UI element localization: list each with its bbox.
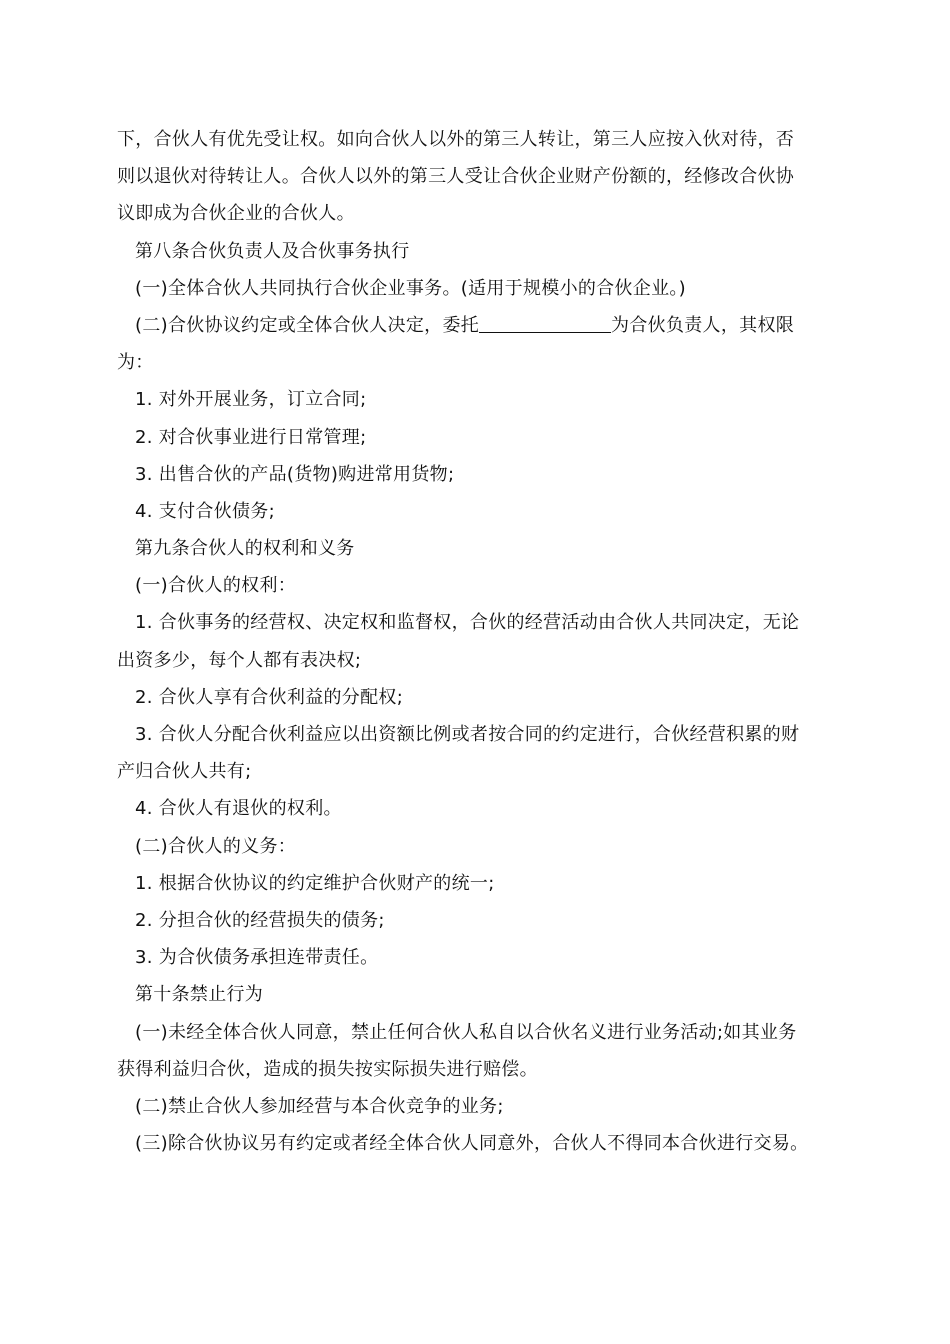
paragraph-line: 出资多少，每个人都有表决权; <box>117 649 362 671</box>
document-body <box>117 121 845 1162</box>
list-item: 2. 分担合伙的经营损失的债务; <box>135 909 385 931</box>
list-item: 2. 对合伙事业进行日常管理; <box>135 426 367 448</box>
list-item: 3. 出售合伙的产品(货物)购进常用货物; <box>135 463 455 485</box>
list-item: 4. 合伙人有退伙的权利。 <box>135 798 342 820</box>
paragraph-line: 下，合伙人有优先受让权。如向合伙人以外的第三人转让，第三人应按入伙对待，否 <box>117 129 795 150</box>
list-item: 4. 支付合伙债务; <box>135 500 275 522</box>
paragraph-line-with-blank <box>117 307 845 344</box>
paragraph-line: 议即成为合伙企业的合伙人。 <box>117 203 355 225</box>
list-item: 1. 根据合伙协议的约定维护合伙财产的统一; <box>135 872 495 894</box>
paragraph-line: (三)除合伙协议另有约定或者经全体合伙人同意外，合伙人不得同本合伙进行交易。 <box>135 1133 809 1155</box>
article-9-heading: 第九条合伙人的权利和义务 <box>135 538 355 560</box>
line-text-after-blank: 为合伙负责人，其权限 <box>611 314 795 336</box>
section-heading: (一)合伙人的权利： <box>135 575 297 597</box>
fill-in-blank <box>479 314 611 333</box>
paragraph-line: 产归合伙人共有; <box>117 761 252 783</box>
list-item: 3. 合伙人分配合伙利益应以出资额比例或者按合同的约定进行，合伙经营积累的财 <box>135 724 800 745</box>
paragraph-line: (二)禁止合伙人参加经营与本合伙竞争的业务; <box>135 1095 504 1117</box>
paragraph-line: 为： <box>117 352 154 374</box>
list-item: 1. 合伙事务的经营权、决定权和监督权，合伙的经营活动由合伙人共同决定，无论 <box>135 612 800 634</box>
section-heading: (二)合伙人的义务： <box>135 835 297 857</box>
list-item: 1. 对外开展业务，订立合同; <box>135 389 367 411</box>
paragraph-line: (一)未经全体合伙人同意，禁止任何合伙人私自以合伙名义进行业务活动;如其业务 <box>135 1021 797 1043</box>
article-10-heading: 第十条禁止行为 <box>135 984 264 1006</box>
paragraph-line: 获得利益归合伙，造成的损失按实际损失进行赔偿。 <box>117 1058 538 1080</box>
paragraph-line: (一)全体合伙人共同执行合伙企业事务。(适用于规模小的合伙企业。) <box>135 277 686 299</box>
list-item: 3. 为合伙债务承担连带责任。 <box>135 947 379 969</box>
paragraph-line: 则以退伙对待转让人。合伙人以外的第三人受让合伙企业财产份额的，经修改合伙协 <box>117 166 795 188</box>
list-item: 2. 合伙人享有合伙利益的分配权; <box>135 686 404 708</box>
line-text-before-blank: (二)合伙协议约定或全体合伙人决定，委托 <box>135 314 480 336</box>
article-8-heading: 第八条合伙负责人及合伙事务执行 <box>135 240 410 262</box>
